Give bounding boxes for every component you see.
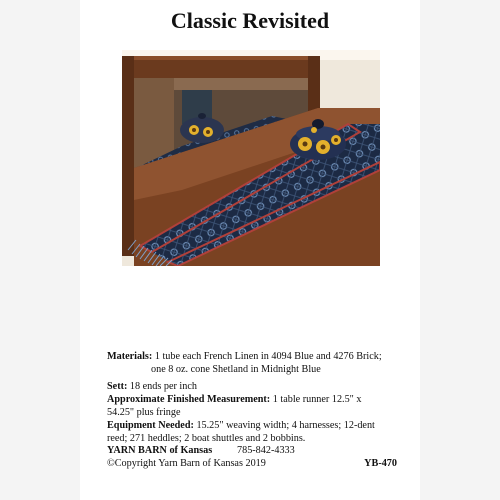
brand-name: YARN BARN of Kansas [107,445,213,456]
measurement-line [107,393,407,406]
measurement-line1: 1 table runner 12.5" x [272,394,362,405]
sett-line [107,380,407,393]
materials-line1: 1 tube each French Linen in 4094 Blue and 4276 Brick; [154,351,382,362]
measurement-line2: 54.25" plus fringe [107,407,181,418]
page-title: Classic Revisited [170,8,330,33]
product-photo [122,50,380,266]
sett-value: 18 ends per inch [129,381,197,392]
sett-label: Sett: [107,381,128,392]
equipment-line1: 15.25" weaving width; 4 harnesses; 12-dent [196,420,375,431]
pattern-code: YB-470 [364,458,397,469]
table-runner-image [122,50,380,266]
copyright: ©Copyright Yarn Barn of Kansas 2019 [107,458,266,469]
materials-line2: one 8 oz. cone Shetland in Midnight Blue [151,364,321,375]
equipment-line2: reed; 271 heddles; 2 boat shuttles and 2 bobbins. [107,433,306,444]
materials-line [107,350,407,363]
materials-block [107,350,407,445]
equipment-label: Equipment Needed: [107,420,194,431]
measurement-label: Approximate Finished Measurement: [107,394,271,405]
footer [107,444,397,470]
phone-number: 785-842-4333 [237,445,295,456]
equipment-line [107,419,407,432]
materials-label: Materials: [107,351,153,362]
